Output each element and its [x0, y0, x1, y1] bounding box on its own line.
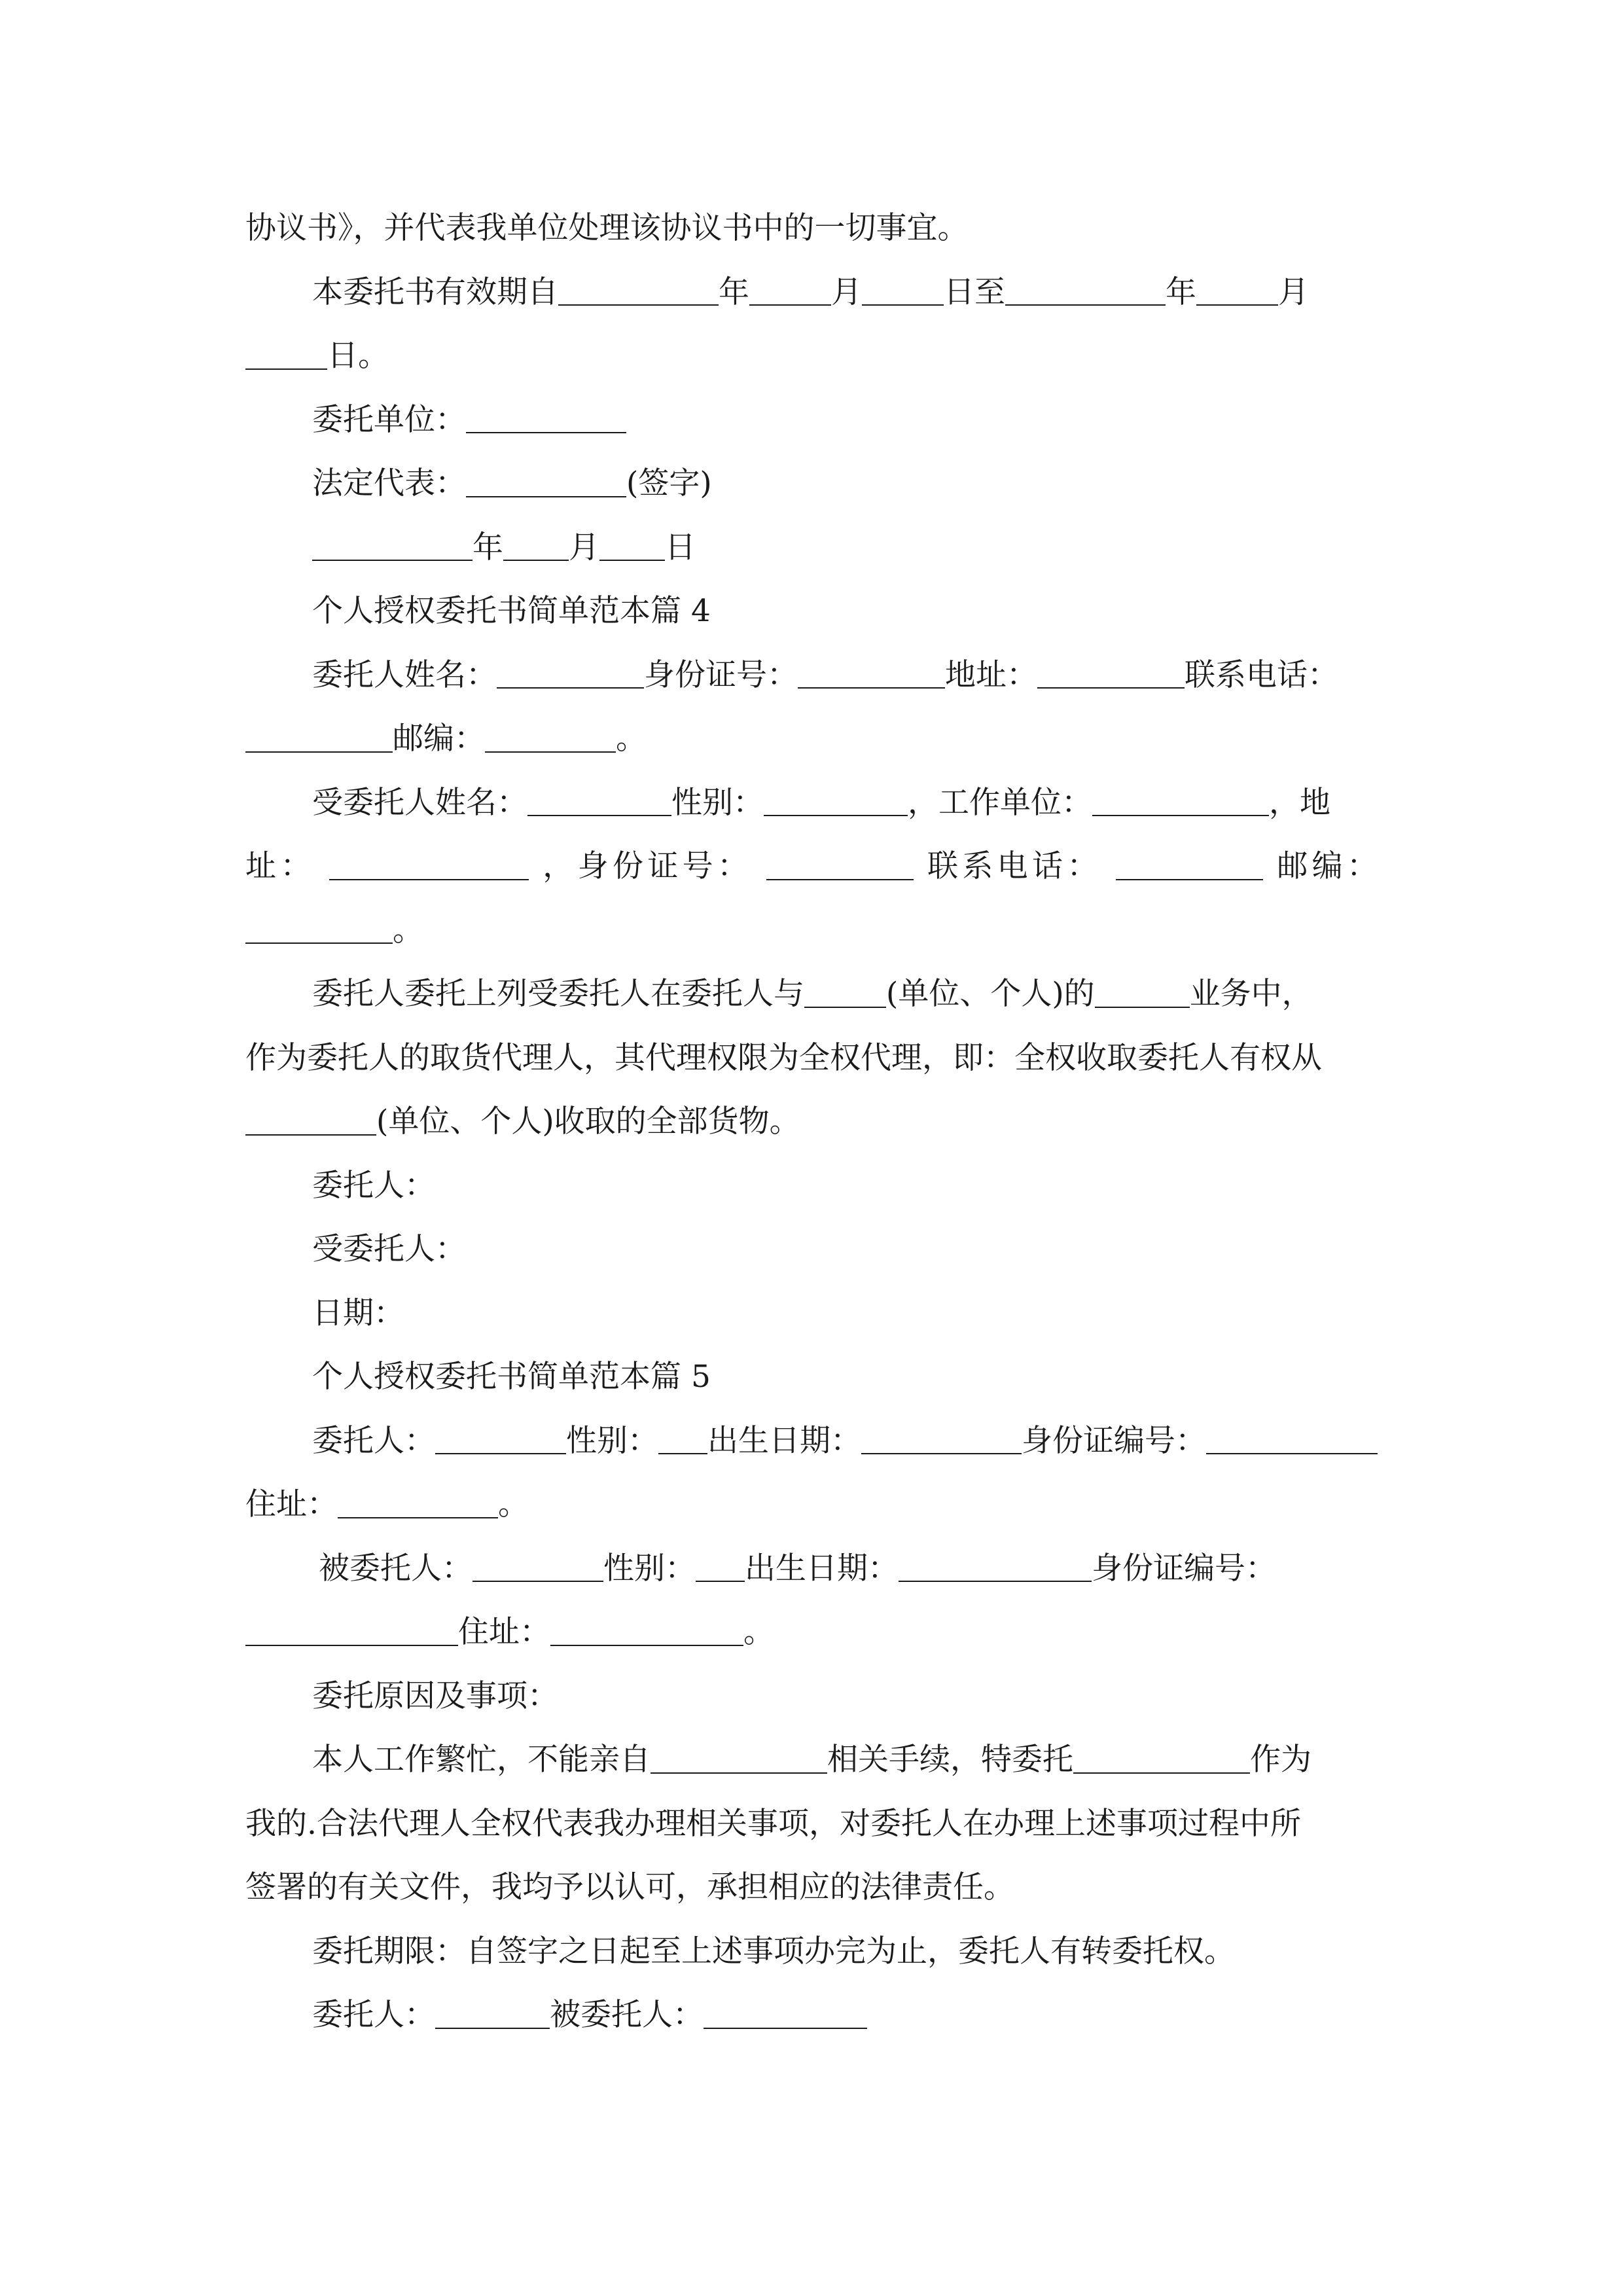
blank-field: [329, 846, 529, 880]
blank-field: [435, 1995, 550, 2028]
validity-period-line: 本委托书有效期自 年 月 日至 年 月: [245, 260, 1378, 325]
blank-field: [1196, 272, 1278, 306]
paragraph-line: 我的.合法代理人全权代表我办理相关事项，对委托人在办理上述事项过程中所: [245, 1805, 1301, 1842]
blank-field: [899, 1549, 1092, 1582]
principal-info-line: 委托人姓名： 身份证号： 地址： 联系电话：: [245, 643, 1378, 708]
principal-unit-line: 委托单位：: [245, 388, 1378, 452]
paragraph-line: 邮编： 。: [245, 707, 1378, 771]
principal-info-line: 委托人： 性别： 出生日期： 身份证编号：: [245, 1409, 1378, 1473]
blank-field: [766, 846, 914, 880]
paragraph-line: 本人工作繁忙，不能亲自 相关手续，特委托 作为: [245, 1728, 1378, 1792]
blank-field: [749, 272, 831, 306]
blank-field: [862, 272, 944, 306]
blank-field: [1095, 974, 1190, 1007]
paragraph-line: 委托期限：自签字之日起至上述事项办完为止，委托人有转委托权。: [312, 1933, 1235, 1969]
blank-field: [527, 783, 671, 816]
signature-agent: 受委托人：: [312, 1231, 466, 1267]
signature-date: 日期：: [312, 1295, 404, 1331]
blank-field: [658, 1421, 707, 1454]
paragraph-line: 签署的有关文件，我均予以认可，承担相应的法律责任。: [245, 1869, 1014, 1905]
document-body: [245, 196, 1378, 2047]
blank-field: [1073, 1740, 1250, 1773]
blank-field: [473, 1549, 603, 1582]
signature-line: 委托人： 被委托人：: [245, 1983, 1378, 2047]
blank-field: [435, 1421, 566, 1454]
agent-info-line: 被委托人： 性别： 出生日期： 身份证编号：: [245, 1537, 1378, 1601]
blank-field: [1005, 272, 1166, 306]
blank-field: [503, 528, 569, 561]
paragraph-line: 住址： 。: [245, 1600, 1378, 1664]
section-heading: 个人授权委托书简单范本篇 5: [312, 1359, 711, 1395]
date-line: 年 月 日: [245, 516, 1378, 580]
paragraph-line: 住址： 。: [245, 1473, 1378, 1537]
section-heading: 个人授权委托书简单范本篇 4: [312, 593, 711, 629]
blank-field: [245, 336, 327, 369]
blank-field: [704, 1995, 867, 2028]
blank-field: [798, 655, 945, 689]
blank-field: [804, 974, 886, 1007]
blank-field: [696, 1549, 745, 1582]
blank-field: [1037, 655, 1185, 689]
blank-field: [245, 1612, 458, 1645]
blank-field: [550, 1612, 743, 1645]
blank-field: [651, 1740, 827, 1773]
agent-info-line: 受委托人姓名： 性别： ，工作单位： ，地: [245, 771, 1378, 835]
paragraph-line: 址： ，身份证号： 联系电话： 邮编：: [245, 834, 1378, 899]
paragraph-line: 日。: [245, 324, 1378, 388]
blank-field: [466, 400, 626, 433]
paragraph-line: 。: [245, 899, 1378, 963]
blank-field: [497, 655, 644, 689]
blank-field: [245, 1102, 376, 1135]
legal-representative-line: 法定代表： (签字): [245, 452, 1378, 516]
paragraph-line: 委托原因及事项：: [312, 1677, 558, 1714]
blank-field: [764, 783, 908, 816]
blank-field: [1092, 783, 1269, 816]
paragraph-line: 作为委托人的取货代理人，其代理权限为全权代理，即：全权收取委托人有权从: [245, 1039, 1322, 1076]
blank-field: [312, 528, 473, 561]
blank-field: [599, 528, 665, 561]
blank-field: [338, 1484, 498, 1518]
blank-field: [861, 1421, 1022, 1454]
signature-principal: 委托人：: [312, 1167, 435, 1204]
blank-field: [466, 463, 626, 497]
blank-field: [485, 719, 616, 752]
paragraph-line: 协议书》，并代表我单位处理该协议书中的一切事宜。: [245, 210, 969, 246]
blank-field: [1116, 846, 1263, 880]
blank-field: [1206, 1421, 1378, 1454]
blank-field: [245, 910, 393, 944]
blank-field: [558, 272, 719, 306]
paragraph-line: (单位、个人)收取的全部货物。: [245, 1090, 1378, 1154]
paragraph-line: 委托人委托上列受委托人在委托人与 (单位、个人)的 业务中，: [245, 962, 1378, 1026]
blank-field: [245, 719, 393, 752]
